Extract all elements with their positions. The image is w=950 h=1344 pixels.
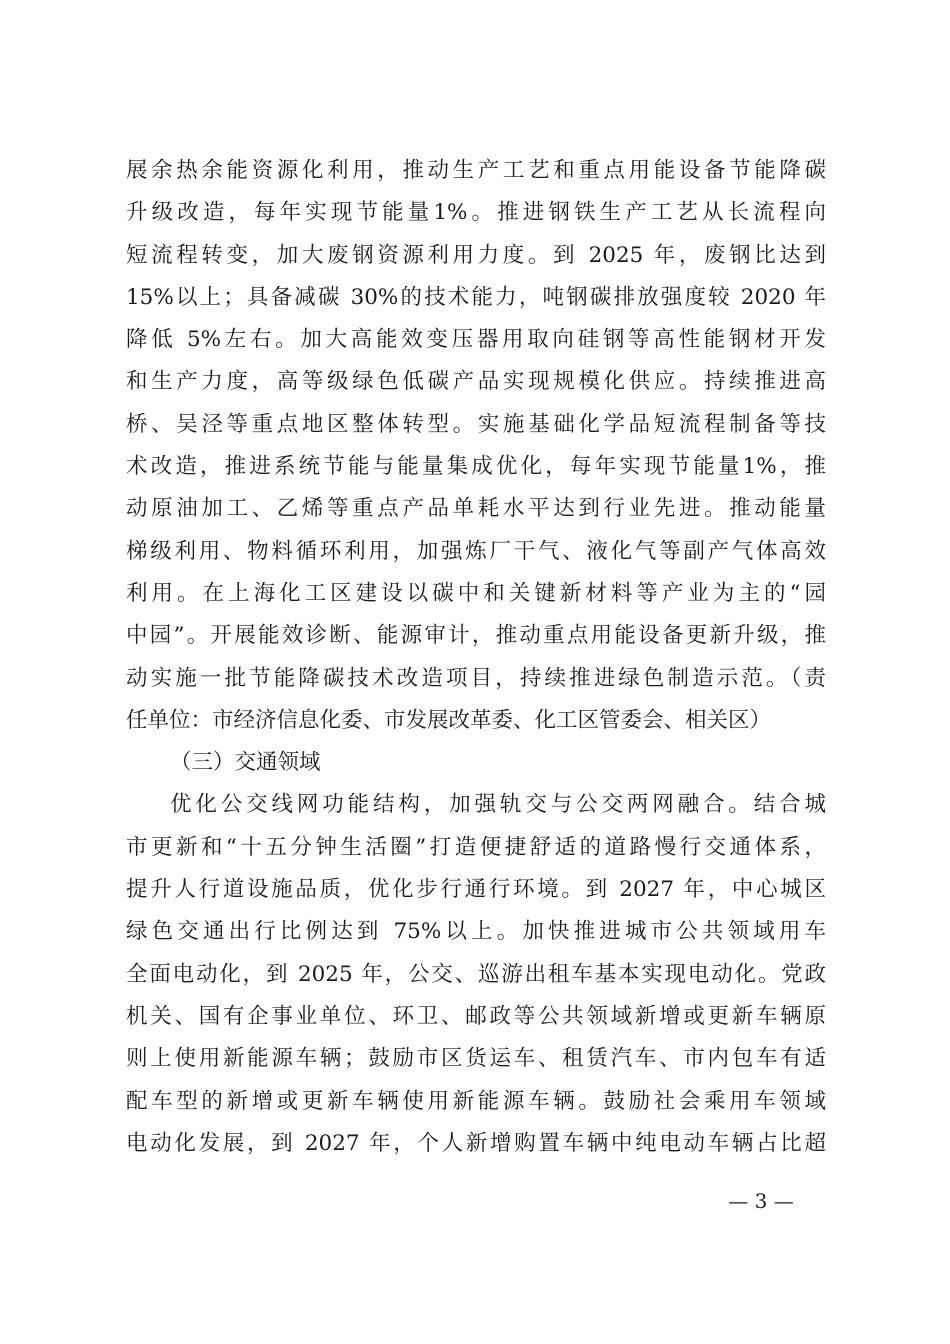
text-line: 绿色交通出行比例达到 75%以上。加快推进城市公共领域用车: [126, 919, 826, 945]
text-line: 和生产力度，高等级绿色低碳产品实现规模化供应。持续推进高: [126, 369, 826, 395]
text-line: 15%以上；具备减碳 30%的技术能力，吨钢碳排放强度较 2020 年: [126, 284, 826, 310]
text-line: 动原油加工、乙烯等重点产品单耗水平达到行业先进。推动能量: [126, 496, 826, 522]
body-text: [126, 150, 826, 1165]
text-line: 市更新和“十五分钟生活圈”打造便捷舒适的道路慢行交通体系，: [126, 834, 826, 860]
text-line: 优化公交线网功能结构，加强轨交与公交两网融合。结合城: [170, 792, 826, 818]
text-line: 提升人行道设施品质，优化步行通行环境。到 2027 年，中心城区: [126, 877, 826, 903]
text-line: 任单位：市经济信息化委、市发展改革委、化工区管委会、相关区）: [126, 707, 772, 733]
text-line: 机关、国有企事业单位、环卫、邮政等公共领域新增或更新车辆原: [126, 1003, 826, 1029]
text-line: 升级改造，每年实现节能量1%。推进钢铁生产工艺从长流程向: [126, 200, 826, 226]
text-line: 电动化发展，到 2027 年，个人新增购置车辆中纯电动车辆占比超: [126, 1130, 826, 1156]
text-line: 动实施一批节能降碳技术改造项目，持续推进绿色制造示范。（责: [126, 665, 826, 691]
text-line: 降低 5%左右。加大高能效变压器用取向硅钢等高性能钢材开发: [126, 327, 826, 353]
text-line: 配车型的新增或更新车辆使用新能源车辆。鼓励社会乘用车领域: [126, 1088, 826, 1114]
text-line: 全面电动化，到 2025 年，公交、巡游出租车基本实现电动化。党政: [126, 961, 826, 987]
text-line: 桥、吴泾等重点地区整体转型。实施基础化学品短流程制备等技: [126, 411, 826, 437]
text-line: 短流程转变，加大废钢资源利用力度。到 2025 年，废钢比达到: [126, 242, 826, 268]
text-line: 展余热余能资源化利用，推动生产工艺和重点用能设备节能降碳: [126, 158, 826, 183]
text-line: 利用。在上海化工区建设以碳中和关键新材料等产业为主的“园: [126, 580, 826, 606]
text-line: 梯级利用、物料循环利用，加强炼厂干气、液化气等副产气体高效: [126, 538, 826, 564]
text-line: 术改造，推进系统节能与能量集成优化，每年实现节能量1%，推: [126, 454, 826, 480]
text-line: 则上使用新能源车辆；鼓励市区货运车、租赁汽车、市内包车有适: [126, 1046, 826, 1072]
page-number: — 3 —: [728, 1189, 794, 1213]
text-line: 中园”。开展能效诊断、能源审计，推动重点用能设备更新升级，推: [126, 623, 826, 649]
section-heading: （三）交通领域: [170, 750, 321, 776]
